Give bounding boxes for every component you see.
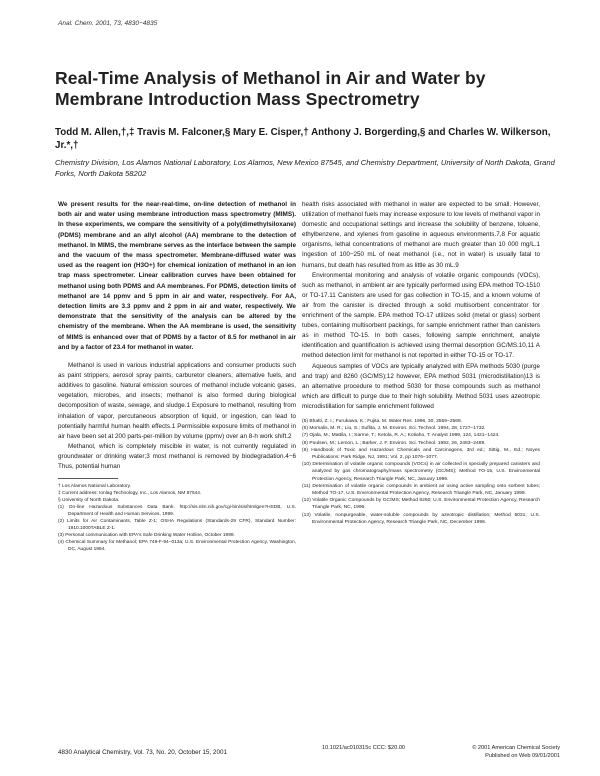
- footnote-item: (2) Limits for Air Contaminants, Table Z-1; OSHA Regulations (Standards-29 CFR), Standard Number: 1910.1000TABLE Z-1.: [58, 519, 296, 532]
- reference-item: (13) Volatile, nonpurgeable, water-soluble compounds by azeotropic distillation; Method 5031; U.S. Environmental Protection Agency, Research Triangle Park, NC, December 1996.: [302, 512, 540, 525]
- intro-paragraph-2: Methanol, which is completely miscible in water, is not currently regulated in groundwater or drinking water;3 most methanol is removed by biodegradation.4−6 Thus, potential human: [58, 442, 296, 470]
- reference-item: (8) Poulsen, M.; Lemon, L.; Barker, J. F. Environ. Sci. Technol. 1992, 26, 2483−2489.: [302, 440, 486, 446]
- footnote-item: ‡ Current address: Ionlag Technology, Inc., Los Alamos, NM 87544.: [58, 491, 202, 497]
- reference-list: [302, 418, 540, 526]
- reference-item: (6) Morsalis, M. R.; Liu, S.; Suflita, J. M. Environ. Sci. Technol. 1994, 28, 1727−1732.: [302, 426, 486, 432]
- footnote-item: (3) Personal communication with EPA's Safe Drinking Water Hotline, October 1999.: [58, 533, 235, 539]
- reference-item: (10) Determination of volatile organic compounds (VOCs) in air collected in specially prepared canisters and analyzed by gas chromatography/mass spectrometry (GC/MS); Method TO-15, U.S. Environmental Protection Agency, Research Triangle Park, NC, January 1999.: [302, 462, 540, 482]
- reference-item: (9) Handbook of Toxic and Hazardous Chemicals and Carcinogens, 3rd ed.; Sittig, M., Ed.; Noyes Publications: Park Ridge, NJ, 1991; Vol. 2, pp 1076−1077.: [302, 447, 540, 460]
- reference-item: (5) Bhatti, Z. I.; Furukawa, K.; Fujita, M. Water Res. 1996, 30, 2559−2568.: [302, 418, 463, 424]
- paper-title: Real-Time Analysis of Methanol in Air and Water by Membrane Introduction Mass Spectrometry: [55, 68, 486, 109]
- intro-paragraph-1: Methanol is used in various industrial applications and consumer products such as paint strippers, aerosol spray paints, carburetor cleaners, alternative fuels, and additives to gasoline. Natural emission sources of methanol include volcanic gases, vegetation, microbes, and insects; methanol is also formed during biological decomposition of waste, sewage, and sludge.1 Exposure to methanol, resulting from inhalation of vapor, percutaneous absorption of liquid, or ingestion, can lead to potentially harmful human health effects.1 Permissible exposure limits of methanol in air have been set at 200 parts-per-million by volume (ppmv) over an 8-h work shift.2: [58, 362, 296, 440]
- abstract: We present results for the near-real-time, on-line detection of methanol in both air and water using membrane introduction mass spectrometry (MIMS). In these experiments, we compare the sensitivity of a poly(dimethylsiloxane) (PDMS) membrane and an allyl alcohol (AA) membrane to the detection of methanol. In MIMS, the membrane serves as the interface between the sample and the vacuum of the mass spectrometer. Membrane-diffused water was used as the reagent ion (H3O+) for chemical ionization of methanol in an ion trap mass spectrometer. Linear calibration curves have been obtained for methanol using both PDMS and AA membranes. For PDMS, detection limits of methanol are 14 ppmv and 5 ppm in air and water, respectively. For AA, detection limits are 3.3 ppmv and 2 ppm in air and water, respectively. We demonstrate that the sensitivity of the analysis can be altered by the chemistry of the membrane. When the AA membrane is used, the sensitivity of MIMS is enhanced over that of PDMS by a factor of 8.5 for methanol in air and by a factor of 23.4 for methanol in water.: [58, 201, 296, 351]
- reference-item: (11) Determination of volatile organic compounds in ambient air using active sampling onto sorbent tubes; Method TO-17, U.S. Environmental Protection Agency, Research Triangle Park, NC, January 1999.: [302, 483, 540, 496]
- footer-copyright-block: [430, 745, 560, 760]
- page-footer-journal: 4830 Analytical Chemistry, Vol. 73, No. 20, October 15, 2001: [58, 749, 227, 756]
- author-list: Todd M. Allen,†,‡ Travis M. Falconer,§ Mary E. Cisper,† Anthony J. Borgerding,§ and Charles W. Wilkerson, Jr.*,†: [55, 127, 551, 151]
- footer-copyright: © 2001 American Chemical Society: [472, 745, 560, 751]
- left-column: [58, 200, 296, 553]
- footnote-item: † Los Alamos National Laboratory.: [58, 484, 131, 490]
- affiliation: Chemistry Division, Los Alamos National Laboratory, Los Alamos, New Mexico 87545, and Chemistry Department, University of North Dakota, Grand Forks, North Dakota 58202: [55, 158, 555, 178]
- footnote-item: (1) On-line Hazardous Substances Data Bank. http://sis.nlm.nih.gov/cgi-bin/sis/htmlgen?HSDB, U.S. Department of Health and Human Services, 1999.: [58, 505, 296, 518]
- body-paragraph-3: Aqueous samples of VOCs are typically analyzed with EPA methods 5030 (purge and trap) and 8260 (GC/MS);12 however, EPA method 5031 (microdistillation)13 is an alternative procedure to method 5030 for those compounds such as methanol which are difficult to purge due to their high solubility. Method 5031 uses azeotropic microdistillation for sample enrichment followed: [302, 362, 540, 410]
- reference-item: (7) Ojala, M.; Mattila, I.; Sarme, T.; Ketola, R. A.; Kotiaho, T. Analyst 1999, 124, 1421−1424.: [302, 433, 500, 439]
- footnote-item: § University of North Dakota.: [58, 498, 120, 504]
- reference-item: (12) Volatile Organic Compounds by GC/MS; Method 8260; U.S. Environmental Protection Agency, Research Triangle Park, NC, 1996.: [302, 498, 540, 511]
- footnote-divider: [58, 478, 118, 479]
- journal-citation: Anal. Chem. 2001, 73, 4830−4835: [58, 20, 158, 27]
- footer-published: Published on Web 09/01/2001: [485, 752, 560, 759]
- footnotes: [58, 483, 296, 553]
- body-paragraph-2: Environmental monitoring and analysis of volatile organic compounds (VOCs), such as methanol, in ambient air are typically performed using EPA method TO-1510 or TO-17.11 Canisters are used for gas collection in TO-15, and a known volume of air from the canister is directed through a solid multisorbent concentrator for enrichment of the sample. EPA method TO-17 utilizes solid (metal or glass) sorbent tubes, containing multisorbent packings, for sample enrichment rather than canisters as in method TO-15. In both cases, following sample enrichment, analyte identification and quantification is achieved using thermal desorption GC/MS.10,11 A method detection limit for methanol is not reported in either TO-15 or TO-17.: [302, 271, 540, 360]
- footnote-item: (4) Chemical Summary for Methanol; EPA 749-F-94−013a; U.S. Environmental Protection Agency, Washington, DC, August 1994.: [58, 540, 296, 553]
- body-paragraph-1: health risks associated with methanol in water are expected to be small. However, utilization of methanol fuels may increase exposure to low levels of methanol vapor in domestic and occupational settings and increase the solubility of benzene, toluene, ethylbenzene, and xylenes from gasoline in aqueous environments.7,8 For aquatic organisms, lethal concentrations of methanol are much greater than 10 000 mg/L.1 Ingestion of 100−250 mL of neat methanol (i.e., not in water) is usually fatal to humans, but death has resulted from as little as 30 mL.9: [302, 201, 540, 269]
- right-column: [302, 200, 540, 526]
- footer-doi: 10.1021/ac010315c CCC: $20.00: [322, 745, 406, 751]
